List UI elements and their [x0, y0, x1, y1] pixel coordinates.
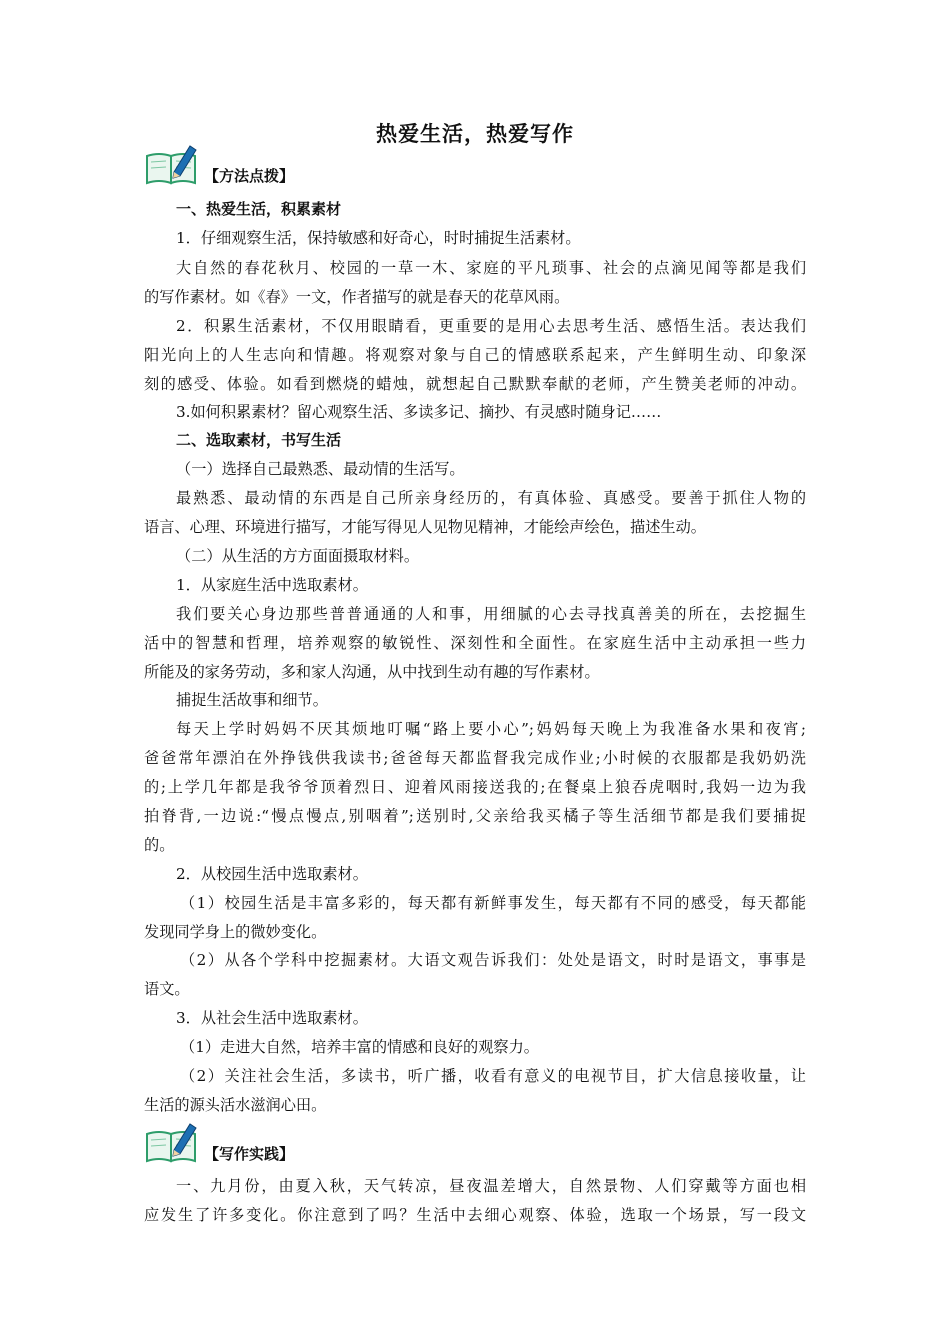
text-line: 大自然的春花秋月、校园的一草一木、家庭的平凡琐事、社会的点滴见闻等都是我们	[176, 259, 806, 277]
text-line: 的。	[144, 836, 175, 854]
text-line: 2．从校园生活中选取素材。	[176, 865, 368, 883]
text-line: 我们要关心身边那些普普通通的人和事，用细腻的心去寻找真善美的所在，去挖掘生	[176, 605, 806, 623]
text-line: （二）从生活的方方面面摄取材料。	[176, 547, 419, 565]
text-line: 语文。	[144, 980, 190, 998]
section-header-method	[144, 142, 294, 186]
text-line: 爸爸常年漂泊在外挣钱供我读书;爸爸每天都监督我完成作业;小时候的衣服都是我奶奶洗	[144, 749, 806, 767]
text-line: 的;上学几年都是我爷爷顶着烈日、迎着风雨接送我的;在餐桌上狼吞虎咽时,我妈一边为我	[144, 778, 806, 796]
text-line: 2．积累生活素材，不仅用眼睛看，更重要的是用心去思考生活、感悟生活。表达我们	[176, 317, 806, 335]
text-line: 每天上学时妈妈不厌其烦地叮嘱“路上要小心”;妈妈每天晚上为我准备水果和夜宵;	[176, 720, 806, 738]
text-line: 1．从家庭生活中选取素材。	[176, 576, 368, 594]
text-line: （一）选择自己最熟悉、最动情的生活写。	[176, 460, 465, 478]
section-label-practice: 【写作实践】	[204, 1145, 295, 1163]
text-line: 一、九月份，由夏入秋，天气转凉，昼夜温差增大，自然景物、人们穿戴等方面也相	[176, 1177, 806, 1195]
page-title: 热爱生活，热爱写作	[376, 122, 574, 146]
book-pencil-icon	[144, 142, 200, 186]
text-line: 活中的智慧和哲理，培养观察的敏锐性、深刻性和全面性。在家庭生活中主动承担一些力	[144, 634, 806, 652]
section-header-practice	[144, 1120, 294, 1164]
text-line: 3．从社会生活中选取素材。	[176, 1009, 368, 1027]
text-line: （2）关注社会生活，多读书，听广播，收看有意义的电视节目，扩大信息接收量，让	[180, 1067, 806, 1085]
text-line: 拍脊背,一边说:“慢点慢点,别咽着”;送别时,父亲给我买橘子等生活细节都是我们要捕捉	[144, 807, 806, 825]
heading-1: 一、热爱生活，积累素材	[176, 200, 342, 218]
section-label-method: 【方法点拨】	[204, 167, 295, 185]
text-line: 3.如何积累素材？留心观察生活、多读多记、摘抄、有灵感时随身记……	[176, 403, 662, 421]
book-pencil-icon	[144, 1120, 200, 1164]
text-line: 所能及的家务劳动，多和家人沟通，从中找到生动有趣的写作素材。	[144, 663, 600, 681]
text-line: 捕捉生活故事和细节。	[176, 691, 328, 709]
text-line: 生活的源头活水滋润心田。	[144, 1096, 327, 1114]
text-line: （1）走进大自然，培养丰富的情感和良好的观察力。	[180, 1038, 539, 1056]
text-line: 语言、心理、环境进行描写，才能写得见人见物见精神，才能绘声绘色，描述生动。	[144, 518, 706, 536]
text-line: 应发生了许多变化。你注意到了吗？生活中去细心观察、体验，选取一个场景，写一段文	[144, 1206, 806, 1224]
text-line: 1．仔细观察生活，保持敏感和好奇心，时时捕捉生活素材。	[176, 229, 581, 247]
text-line: 阳光向上的人生志向和情趣。将观察对象与自己的情感联系起来，产生鲜明生动、印象深	[144, 346, 806, 364]
text-line: 最熟悉、最动情的东西是自己所亲身经历的，有真体验、真感受。要善于抓住人物的	[176, 489, 806, 507]
text-line: 发现同学身上的微妙变化。	[144, 923, 327, 941]
text-line: （2）从各个学科中挖掘素材。大语文观告诉我们：处处是语文，时时是语文，事事是	[180, 951, 806, 969]
text-line: 刻的感受、体验。如看到燃烧的蜡烛，就想起自己默默奉献的老师，产生赞美老师的冲动。	[144, 375, 806, 393]
text-line: （1）校园生活是丰富多彩的，每天都有新鲜事发生，每天都有不同的感受，每天都能	[180, 894, 806, 912]
heading-2: 二、选取素材，书写生活	[176, 431, 342, 449]
text-line: 的写作素材。如《春》一文，作者描写的就是春天的花草风雨。	[144, 288, 570, 306]
